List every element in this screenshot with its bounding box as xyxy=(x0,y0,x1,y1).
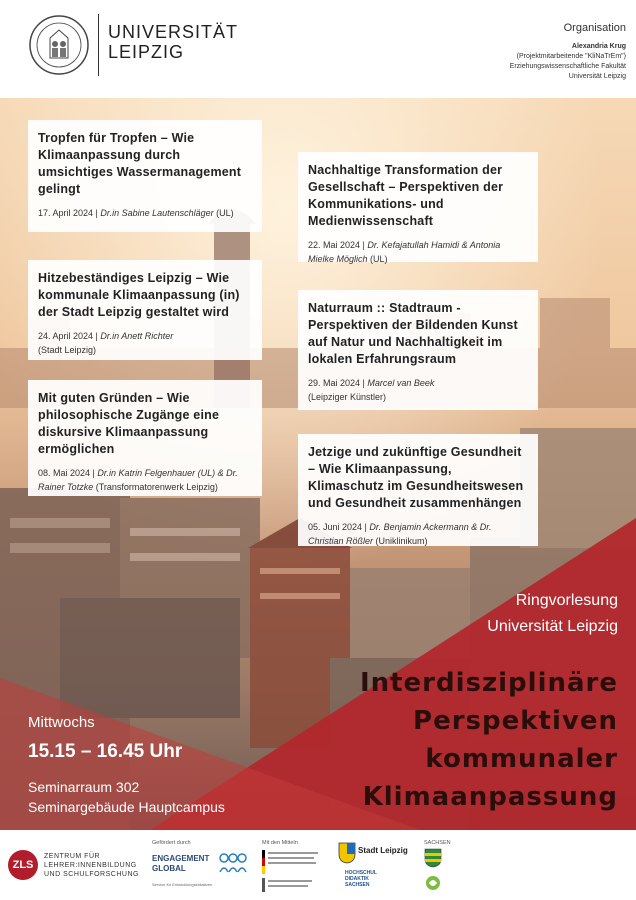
zls-line: ZENTRUM FÜR xyxy=(44,853,101,860)
lecture-meta xyxy=(308,238,528,266)
series-title-line: Perspektiven xyxy=(413,706,618,736)
lecture-affiliation: (Transformatorenwerk Leipzig) xyxy=(95,482,218,492)
lecture-title: Hitzebeständiges Leipzig – Wie kommunale Klimaanpassung (in) der Stadt Leipzig gestaltet wird xyxy=(38,271,240,319)
leipzig-coat-of-arms-icon xyxy=(338,842,356,864)
funded-by-label: Gefördert durch xyxy=(152,840,191,846)
lecture-affiliation: (Stadt Leipzig) xyxy=(38,345,97,355)
university-name-line2: LEIPZIG xyxy=(108,42,185,62)
series-title-line: Klimaanpassung xyxy=(362,782,618,812)
lecture-title: Naturraum :: Stadtraum - Perspektiven der Bildenden Kunst auf Natur und Nachhaltigkeit im lokalen Erfahrungsraum xyxy=(308,301,518,366)
lecture-card-4 xyxy=(298,152,538,262)
hd-line: SACHSEN xyxy=(345,882,370,888)
lecture-speakers: Dr.in Anett Richter xyxy=(100,331,174,341)
lecture-card-3 xyxy=(28,380,262,496)
lecture-affiliation: (Leipziger Künstler) xyxy=(308,392,387,402)
schedule-building: Seminargebäude Hauptcampus xyxy=(28,799,225,815)
lecture-card-6 xyxy=(298,434,538,546)
lecture-speakers: Dr.in Sabine Lautenschläger xyxy=(100,208,214,218)
schedule-room: Seminarraum 302 xyxy=(28,779,140,795)
zls-name xyxy=(44,852,139,879)
organisation-label: Organisation xyxy=(563,22,626,34)
hochschuldidaktik-logo xyxy=(345,870,377,888)
organisation-block xyxy=(510,22,626,82)
lecture-meta xyxy=(308,520,528,548)
engagement-global-logo xyxy=(152,854,209,874)
lecture-meta xyxy=(38,206,252,220)
sachsen-coat-of-arms-icon xyxy=(424,848,442,868)
series-line2: Universität Leipzig xyxy=(487,618,618,635)
engagement-line: ENGAGEMENT xyxy=(152,854,210,863)
schedule-block xyxy=(28,714,225,817)
lecture-speakers: Marcel van Beek xyxy=(367,378,435,388)
lecture-card-2 xyxy=(28,260,262,360)
lecture-affiliation: (UL) xyxy=(216,208,234,218)
stadt-leipzig-label: Stadt Leipzig xyxy=(358,846,408,855)
lecture-speakers: Dr. Kefajatullah Hamidi & Antonia Mielke Möglich xyxy=(308,240,501,264)
lecture-title: Jetzige und zukünftige Gesundheit – Wie Klimaanpassung, Klimaschutz im Gesundheitswesen und Gesundheit zusammenhängen xyxy=(308,445,524,510)
lecture-title: Mit guten Gründen – Wie philosophische Zugänge eine diskursive Klimaanpassung ermöglichen xyxy=(38,391,220,456)
lecture-date: 22. Mai 2024 | xyxy=(308,240,365,250)
header xyxy=(0,0,636,98)
series-title-line: kommunaler xyxy=(425,744,618,774)
lecture-meta xyxy=(38,466,252,494)
lecture-speakers: Dr.in Katrin Felgenhauer (UL) & Dr. Rainer Totzke xyxy=(38,468,238,492)
organisation-faculty: Erziehungswissenschaftliche Fakultät xyxy=(509,63,626,70)
lecture-date: 08. Mai 2024 | xyxy=(38,468,95,478)
series-title-line: Interdisziplinäre xyxy=(359,668,618,698)
zls-line: LEHRER:INNENBILDUNG xyxy=(44,862,137,869)
funding-means-label: Mit den Mitteln xyxy=(262,840,298,846)
university-name xyxy=(108,22,238,62)
lecture-date: 05. Juni 2024 | xyxy=(308,522,367,532)
series-line1: Ringvorlesung xyxy=(515,592,618,609)
engagement-line: GLOBAL xyxy=(152,864,186,873)
lecture-card-1 xyxy=(28,120,262,232)
federal-ministry-logo-icon xyxy=(262,850,322,894)
sponsor-footer xyxy=(0,830,636,900)
schedule-time: 15.15 – 16.45 Uhr xyxy=(28,741,183,762)
zls-logo: ZLS xyxy=(8,850,38,880)
lecture-date: 17. April 2024 | xyxy=(38,208,98,218)
university-seal-icon xyxy=(28,14,90,76)
sachsen-label: SACHSEN xyxy=(424,840,451,846)
organisation-university: Universität Leipzig xyxy=(568,73,626,80)
people-icon xyxy=(218,852,248,874)
lecture-date: 24. April 2024 | xyxy=(38,331,98,341)
organisation-name: Alexandria Krug xyxy=(571,43,626,50)
hd-line: HOCHSCHUL xyxy=(345,870,377,876)
lecture-meta xyxy=(308,376,528,404)
lecture-date: 29. Mai 2024 | xyxy=(308,378,365,388)
lecture-title: Tropfen für Tropfen – Wie Klimaanpassung durch umsichtiges Wassermanagement gelingt xyxy=(38,131,242,196)
series-main-title xyxy=(360,664,618,816)
lecture-affiliation: (UL) xyxy=(370,254,388,264)
engagement-subtitle: Service für Entwicklungsinitiativen xyxy=(152,882,213,887)
lecture-meta xyxy=(38,329,252,357)
logo-divider xyxy=(98,14,99,76)
hd-line: DIDAKTIK xyxy=(345,876,369,882)
lecture-affiliation: (Uniklinikum) xyxy=(375,536,428,546)
series-label xyxy=(487,588,618,640)
lecture-speakers: Dr. Benjamin Ackermann & Dr. Christian Rößler xyxy=(308,522,492,546)
schedule-day: Mittwochs xyxy=(28,714,95,731)
university-name-line1: UNIVERSITÄT xyxy=(108,22,239,42)
schedule-location xyxy=(28,777,225,817)
lecture-title: Nachhaltige Transformation der Gesellschaft – Perspektiven der Kommunikations- und Medienwissenschaft xyxy=(308,163,504,228)
nachhaltigkeit-icon xyxy=(424,874,442,892)
organisation-role: (Projektmitarbeitende "KliNaTrEm") xyxy=(516,53,626,60)
zls-line: UND SCHULFORSCHUNG xyxy=(44,871,139,878)
lecture-card-5 xyxy=(298,290,538,410)
